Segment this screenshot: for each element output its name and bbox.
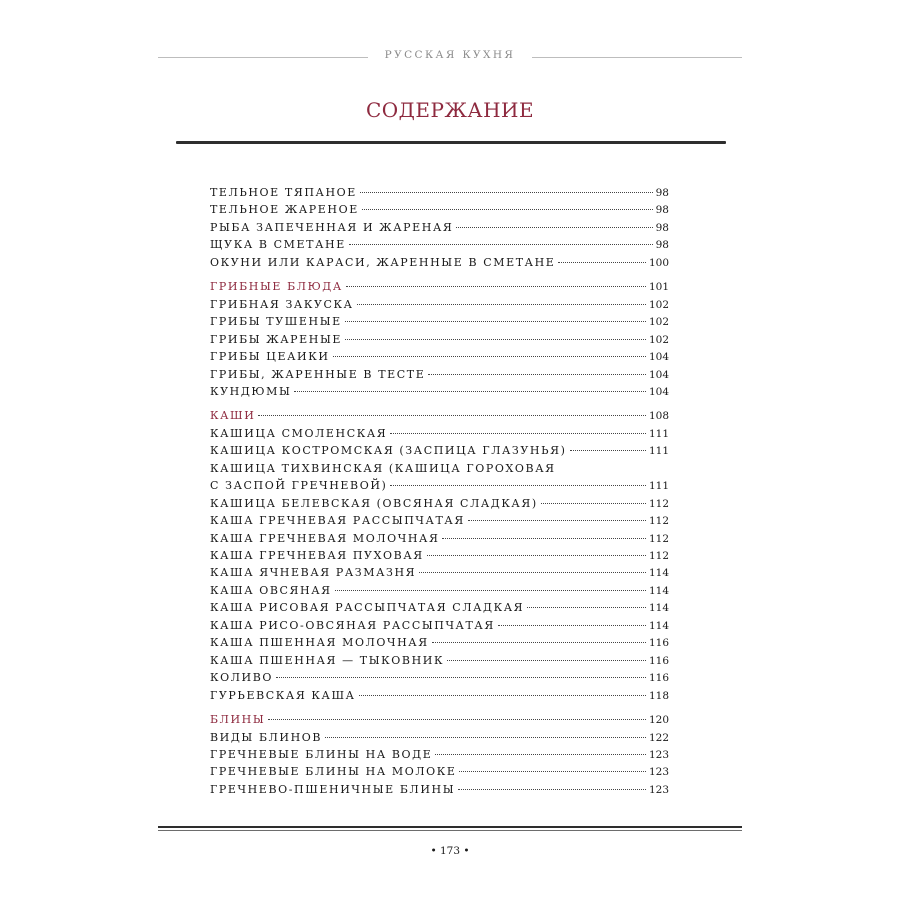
toc-dot-leader bbox=[349, 244, 653, 245]
toc-entry-title: ГРИБЫ ТУШЕНЫЕ bbox=[210, 315, 342, 329]
toc-page-number: 98 bbox=[655, 221, 669, 234]
toc-page-number: 112 bbox=[648, 515, 669, 528]
toc-entry[interactable] bbox=[210, 350, 669, 368]
toc-entry[interactable] bbox=[210, 514, 669, 532]
toc-entry[interactable] bbox=[210, 619, 669, 637]
toc-entry[interactable] bbox=[210, 298, 669, 316]
toc-dot-leader bbox=[432, 642, 646, 643]
toc-page-number: 123 bbox=[648, 783, 669, 796]
toc-entry-title: ГРИБЫ ЖАРЕНЫЕ bbox=[210, 332, 343, 346]
toc-entry-title: КАША ОВСЯНАЯ bbox=[210, 583, 332, 597]
toc-page-number: 101 bbox=[648, 281, 669, 294]
toc-dot-leader bbox=[527, 607, 646, 608]
toc-page-number: 102 bbox=[648, 333, 669, 346]
toc-entry-title: КАША ПШЕННАЯ МОЛОЧНАЯ bbox=[210, 636, 429, 650]
toc-entry-title: ГУРЬЕВСКАЯ КАША bbox=[210, 688, 356, 702]
toc-entry[interactable] bbox=[210, 783, 669, 801]
toc-page-number: 104 bbox=[648, 351, 669, 364]
toc-dot-leader bbox=[357, 304, 646, 305]
page-title: СОДЕРЖАНИЕ bbox=[365, 98, 535, 122]
toc-page-number: 111 bbox=[648, 480, 669, 493]
toc-dot-leader bbox=[570, 450, 646, 451]
toc-entry-title: КАША РИСОВАЯ РАССЫПЧАТАЯ СЛАДКАЯ bbox=[210, 601, 525, 615]
toc-page-number: 112 bbox=[648, 497, 669, 510]
toc-entry[interactable] bbox=[210, 748, 669, 766]
toc-entry-title: КАША ЯЧНЕВАЯ РАЗМАЗНЯ bbox=[210, 566, 417, 580]
toc-entry[interactable] bbox=[210, 601, 669, 619]
toc-entry-title: ГРИБЫ ЦЕАИКИ bbox=[210, 350, 330, 364]
toc-page-number: 104 bbox=[648, 368, 669, 381]
title-rule bbox=[176, 141, 726, 144]
toc-page-number: 104 bbox=[648, 385, 669, 398]
toc-dot-leader bbox=[325, 737, 646, 738]
toc-dot-leader bbox=[447, 660, 646, 661]
toc-page-number: 114 bbox=[648, 619, 669, 632]
toc-page-number: 98 bbox=[655, 239, 669, 252]
toc-entry-title: КАША РИСО-ОВСЯНАЯ РАССЫПЧАТАЯ bbox=[210, 618, 495, 632]
toc-entry-title: КУНДЮМЫ bbox=[210, 384, 292, 398]
toc-page-number: 100 bbox=[648, 256, 669, 269]
toc-page-number: 111 bbox=[648, 445, 669, 458]
toc-dot-leader bbox=[345, 321, 646, 322]
toc-entry-title: ГРЕЧНЕВЫЕ БЛИНЫ НА ВОДЕ bbox=[210, 747, 433, 761]
toc-dot-leader bbox=[333, 356, 646, 357]
toc-entry-title: ВИДЫ БЛИНОВ bbox=[210, 730, 323, 744]
toc-entry[interactable] bbox=[210, 444, 669, 462]
toc-page-number: 116 bbox=[648, 654, 669, 667]
toc-dot-leader bbox=[458, 789, 646, 790]
toc-entry-title: ГРЕЧНЕВЫЕ БЛИНЫ НА МОЛОКЕ bbox=[210, 765, 457, 779]
toc-dot-leader bbox=[390, 433, 646, 434]
toc-entry[interactable] bbox=[210, 315, 669, 333]
toc-entry[interactable] bbox=[210, 671, 669, 689]
footer-rule-thin bbox=[158, 830, 742, 831]
toc-entry[interactable] bbox=[210, 368, 669, 386]
running-head: РУССКАЯ КУХНЯ bbox=[384, 49, 516, 61]
toc-dot-leader bbox=[468, 520, 646, 521]
toc-entry[interactable] bbox=[210, 462, 669, 480]
toc-page-number: 116 bbox=[648, 637, 669, 650]
toc-dot-leader bbox=[541, 503, 646, 504]
toc-dot-leader bbox=[359, 695, 646, 696]
toc-page-number: 108 bbox=[648, 410, 669, 423]
toc-page-number: 98 bbox=[655, 204, 669, 217]
toc-entry-title: КАША ГРЕЧНЕВАЯ РАССЫПЧАТАЯ bbox=[210, 514, 465, 528]
toc-page-number: 123 bbox=[648, 748, 669, 761]
toc-entry-title: ТЕЛЬНОЕ ТЯПАНОЕ bbox=[210, 186, 357, 199]
toc-dot-leader bbox=[427, 555, 646, 556]
toc-entry[interactable] bbox=[210, 549, 669, 567]
header-rule-right bbox=[532, 57, 742, 58]
toc-dot-leader bbox=[294, 391, 646, 392]
toc-page-number: 102 bbox=[648, 316, 669, 329]
toc-entry-title: КАШИЦА ТИХВИНСКАЯ (КАШИЦА ГОРОХОВАЯ bbox=[210, 461, 556, 475]
toc-page-number: 114 bbox=[648, 584, 669, 597]
toc-page-number: 102 bbox=[648, 298, 669, 311]
toc-section-heading[interactable] bbox=[210, 409, 669, 427]
toc-entry-title: ОКУНИ ИЛИ КАРАСИ, ЖАРЕННЫЕ В СМЕТАНЕ bbox=[210, 255, 556, 269]
toc-page-number: 112 bbox=[648, 532, 669, 545]
toc-entry[interactable] bbox=[210, 689, 669, 707]
toc-dot-leader bbox=[558, 262, 646, 263]
toc-page-number: 118 bbox=[648, 689, 669, 702]
toc-page-number: 116 bbox=[648, 672, 669, 685]
toc-section-heading[interactable] bbox=[210, 280, 669, 298]
toc-entry-title: ГРИБНЫЕ БЛЮДА bbox=[210, 280, 343, 294]
toc-section-heading[interactable] bbox=[210, 713, 669, 731]
page-number: • 173 • bbox=[430, 845, 470, 857]
toc-entry[interactable] bbox=[210, 532, 669, 550]
toc-entry-title: КАШИЦА КОСТРОМСКАЯ (ЗАСПИЦА ГЛАЗУНЬЯ) bbox=[210, 444, 567, 458]
toc-entry-title: КАШИЦА БЕЛЕВСКАЯ (ОВСЯНАЯ СЛАДКАЯ) bbox=[210, 496, 538, 510]
toc-entry[interactable] bbox=[210, 427, 669, 445]
toc-dot-leader bbox=[498, 625, 646, 626]
toc-entry-title: ТЕЛЬНОЕ ЖАРЕНОЕ bbox=[210, 203, 359, 217]
toc-dot-leader bbox=[276, 677, 646, 678]
toc-entry[interactable] bbox=[210, 256, 669, 274]
footer-rule bbox=[158, 826, 742, 828]
toc-dot-leader bbox=[268, 719, 646, 720]
toc-entry[interactable] bbox=[210, 221, 669, 239]
toc-dot-leader bbox=[428, 374, 646, 375]
toc-page-number: 114 bbox=[648, 602, 669, 615]
toc-entry[interactable] bbox=[210, 584, 669, 602]
toc-page-number: 122 bbox=[648, 731, 669, 744]
toc-page-number: 112 bbox=[648, 550, 669, 562]
toc-entry-title: КАШИ bbox=[210, 409, 256, 423]
toc-dot-leader bbox=[335, 590, 646, 591]
toc-dot-leader bbox=[419, 572, 646, 573]
toc-entry[interactable] bbox=[210, 497, 669, 515]
toc-page-number: 114 bbox=[648, 567, 669, 580]
toc-dot-leader bbox=[258, 415, 646, 416]
toc-page-number: 111 bbox=[648, 427, 669, 440]
toc-entry[interactable] bbox=[210, 186, 669, 204]
toc-page-number: 120 bbox=[648, 714, 669, 727]
toc-dot-leader bbox=[345, 339, 646, 340]
toc-entry[interactable] bbox=[210, 203, 669, 221]
toc-dot-leader bbox=[435, 754, 646, 755]
toc-entry-title: КОЛИВО bbox=[210, 671, 274, 685]
toc-entry-title: КАШИЦА СМОЛЕНСКАЯ bbox=[210, 426, 388, 440]
toc-dot-leader bbox=[442, 538, 646, 539]
toc-page-number: 98 bbox=[655, 187, 669, 199]
toc-entry[interactable] bbox=[210, 654, 669, 672]
toc-dot-leader bbox=[390, 485, 646, 486]
toc-entry[interactable] bbox=[210, 566, 669, 584]
toc-entry-title: ГРЕЧНЕВО-ПШЕНИЧНЫЕ БЛИНЫ bbox=[210, 782, 456, 796]
toc-page-number: 123 bbox=[648, 766, 669, 779]
toc-entry[interactable] bbox=[210, 333, 669, 351]
toc-entry-title: ЩУКА В СМЕТАНЕ bbox=[210, 238, 346, 252]
toc-entry[interactable] bbox=[210, 731, 669, 749]
toc-entry[interactable] bbox=[210, 765, 669, 783]
toc-entry-title: С ЗАСПОЙ ГРЕЧНЕВОЙ) bbox=[210, 479, 388, 493]
toc-entry-title: ГРИБНАЯ ЗАКУСКА bbox=[210, 297, 354, 311]
toc-entry[interactable] bbox=[210, 479, 669, 497]
toc-dot-leader bbox=[456, 227, 652, 228]
toc-entry-title: БЛИНЫ bbox=[210, 713, 266, 727]
header-rule-left bbox=[158, 57, 368, 58]
toc-dot-leader bbox=[346, 286, 646, 287]
toc-dot-leader bbox=[362, 209, 653, 210]
toc-entry[interactable] bbox=[210, 238, 669, 256]
toc-entry-title: КАША ПШЕННАЯ — ТЫКОВНИК bbox=[210, 653, 445, 667]
toc-entry[interactable] bbox=[210, 385, 669, 403]
toc-dot-leader bbox=[459, 771, 645, 772]
toc-dot-leader bbox=[360, 192, 653, 193]
toc-entry-title: КАША ГРЕЧНЕВАЯ ПУХОВАЯ bbox=[210, 549, 424, 562]
toc-entry[interactable] bbox=[210, 636, 669, 654]
toc-entry-title: РЫБА ЗАПЕЧЕННАЯ И ЖАРЕНАЯ bbox=[210, 220, 454, 234]
toc-entry-title: КАША ГРЕЧНЕВАЯ МОЛОЧНАЯ bbox=[210, 531, 440, 545]
toc-entry-title: ГРИБЫ, ЖАРЕННЫЕ В ТЕСТЕ bbox=[210, 367, 426, 381]
